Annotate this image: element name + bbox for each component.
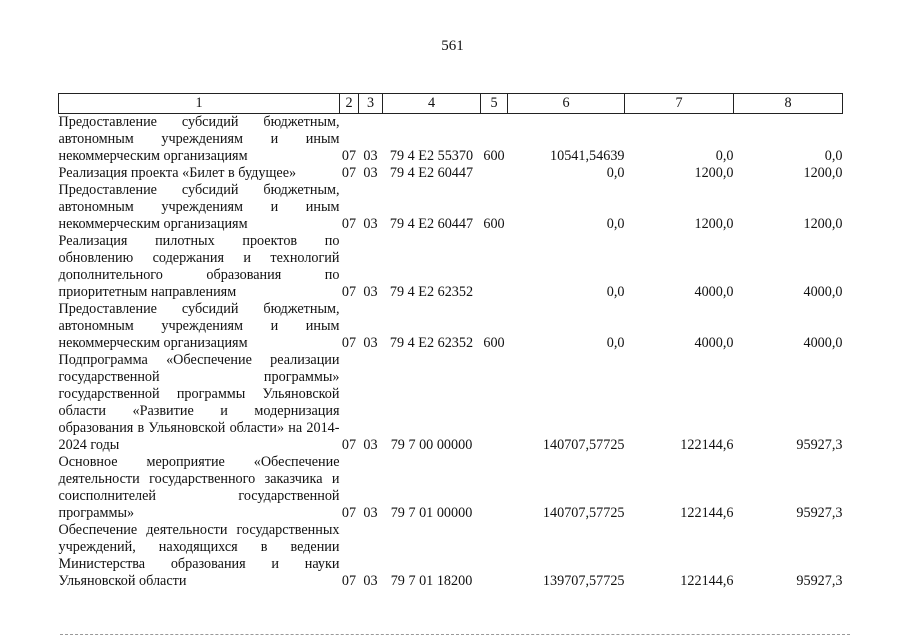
table-row	[59, 454, 843, 522]
row-amount-2: 1200,0	[694, 165, 734, 181]
row-amount-2: 0,0	[715, 148, 734, 164]
table-row	[59, 522, 843, 590]
row-subsection: 03	[363, 216, 378, 232]
row-amount-3: 4000,0	[803, 335, 843, 351]
row-section: 07	[341, 437, 357, 453]
row-expense-type	[481, 522, 508, 590]
row-subsection: 03	[363, 148, 378, 164]
table-row	[59, 165, 843, 182]
row-section: 07	[341, 505, 357, 521]
table-row	[59, 352, 843, 454]
row-subsection: 03	[363, 573, 378, 589]
row-name: Предоставление субсидий бюджетным, автономным учреждениям и иным некоммерческим организациям	[58, 301, 340, 351]
row-expense-type: 600	[483, 335, 505, 351]
row-target-code: 79 7 01 00000	[390, 505, 473, 521]
row-expense-type	[481, 454, 508, 522]
table-row	[59, 114, 843, 166]
row-amount-3: 95927,3	[796, 573, 843, 589]
row-amount-1: 139707,57725	[542, 573, 625, 589]
row-amount-3: 0,0	[824, 148, 843, 164]
row-expense-type	[481, 352, 508, 454]
column-header: 3	[359, 94, 383, 114]
budget-table	[58, 93, 843, 590]
row-amount-3: 4000,0	[803, 284, 843, 300]
row-amount-1: 0,0	[606, 165, 625, 181]
row-expense-type	[481, 233, 508, 301]
table-row	[59, 182, 843, 233]
row-subsection: 03	[363, 505, 378, 521]
row-section: 07	[341, 148, 357, 164]
table-row	[59, 233, 843, 301]
table-header-row	[59, 94, 843, 114]
row-amount-1: 0,0	[606, 284, 625, 300]
row-amount-1: 0,0	[606, 216, 625, 232]
row-target-code: 79 4 E2 62352	[389, 284, 474, 300]
row-subsection: 03	[363, 437, 378, 453]
row-amount-1: 10541,54639	[550, 148, 625, 164]
row-amount-2: 4000,0	[694, 335, 734, 351]
row-target-code: 79 4 E2 60447	[389, 216, 474, 232]
column-header: 2	[340, 94, 359, 114]
row-section: 07	[341, 335, 357, 351]
table-row	[59, 301, 843, 352]
page-number: 561	[441, 38, 464, 54]
row-amount-2: 4000,0	[694, 284, 734, 300]
row-name: Реализация пилотных проектов по обновлению содержания и технологий дополнительного образования по приоритетным направлениям	[58, 233, 340, 300]
row-subsection: 03	[363, 335, 378, 351]
row-expense-type: 600	[483, 148, 505, 164]
bottom-divider	[60, 634, 850, 635]
row-name: Реализация проекта «Билет в будущее»	[58, 165, 297, 181]
row-target-code: 79 7 00 00000	[390, 437, 473, 453]
column-header: 8	[734, 94, 843, 114]
row-section: 07	[341, 216, 357, 232]
column-header: 4	[383, 94, 481, 114]
row-target-code: 79 4 E2 62352	[389, 335, 474, 351]
row-amount-2: 122144,6	[680, 437, 734, 453]
row-subsection: 03	[363, 284, 378, 300]
column-header: 7	[625, 94, 734, 114]
row-amount-3: 1200,0	[803, 165, 843, 181]
column-header: 1	[59, 94, 340, 114]
column-header: 5	[481, 94, 508, 114]
row-expense-type: 600	[483, 216, 505, 232]
row-name: Обеспечение деятельности государственных учреждений, находящихся в ведении Министерства образования и науки Ульяновской области	[58, 522, 340, 589]
row-amount-1: 140707,57725	[542, 437, 625, 453]
row-amount-2: 1200,0	[694, 216, 734, 232]
row-section: 07	[341, 165, 357, 181]
row-target-code: 79 4 E2 60447	[389, 165, 474, 181]
row-amount-1: 0,0	[606, 335, 625, 351]
row-amount-1: 140707,57725	[542, 505, 625, 521]
row-section: 07	[341, 573, 357, 589]
row-amount-3: 95927,3	[796, 505, 843, 521]
row-expense-type	[481, 165, 508, 182]
row-name: Предоставление субсидий бюджетным, автономным учреждениям и иным некоммерческим организациям	[58, 114, 340, 164]
row-target-code: 79 4 E2 55370	[389, 148, 474, 164]
row-amount-3: 1200,0	[803, 216, 843, 232]
row-target-code: 79 7 01 18200	[390, 573, 473, 589]
row-amount-3: 95927,3	[796, 437, 843, 453]
row-name: Подпрограмма «Обеспечение реализации государственной программы» государственной программы Ульяновской области «Развитие и модернизация образования в Ульяновской области» на 2014-2024 годы	[58, 352, 340, 453]
column-header: 6	[508, 94, 625, 114]
row-amount-2: 122144,6	[680, 573, 734, 589]
row-amount-2: 122144,6	[680, 505, 734, 521]
row-section: 07	[341, 284, 357, 300]
row-name: Предоставление субсидий бюджетным, автономным учреждениям и иным некоммерческим организациям	[58, 182, 340, 232]
row-subsection: 03	[363, 165, 378, 181]
row-name: Основное мероприятие «Обеспечение деятельности государственного заказчика и соисполнителей государственной программы»	[58, 454, 340, 521]
